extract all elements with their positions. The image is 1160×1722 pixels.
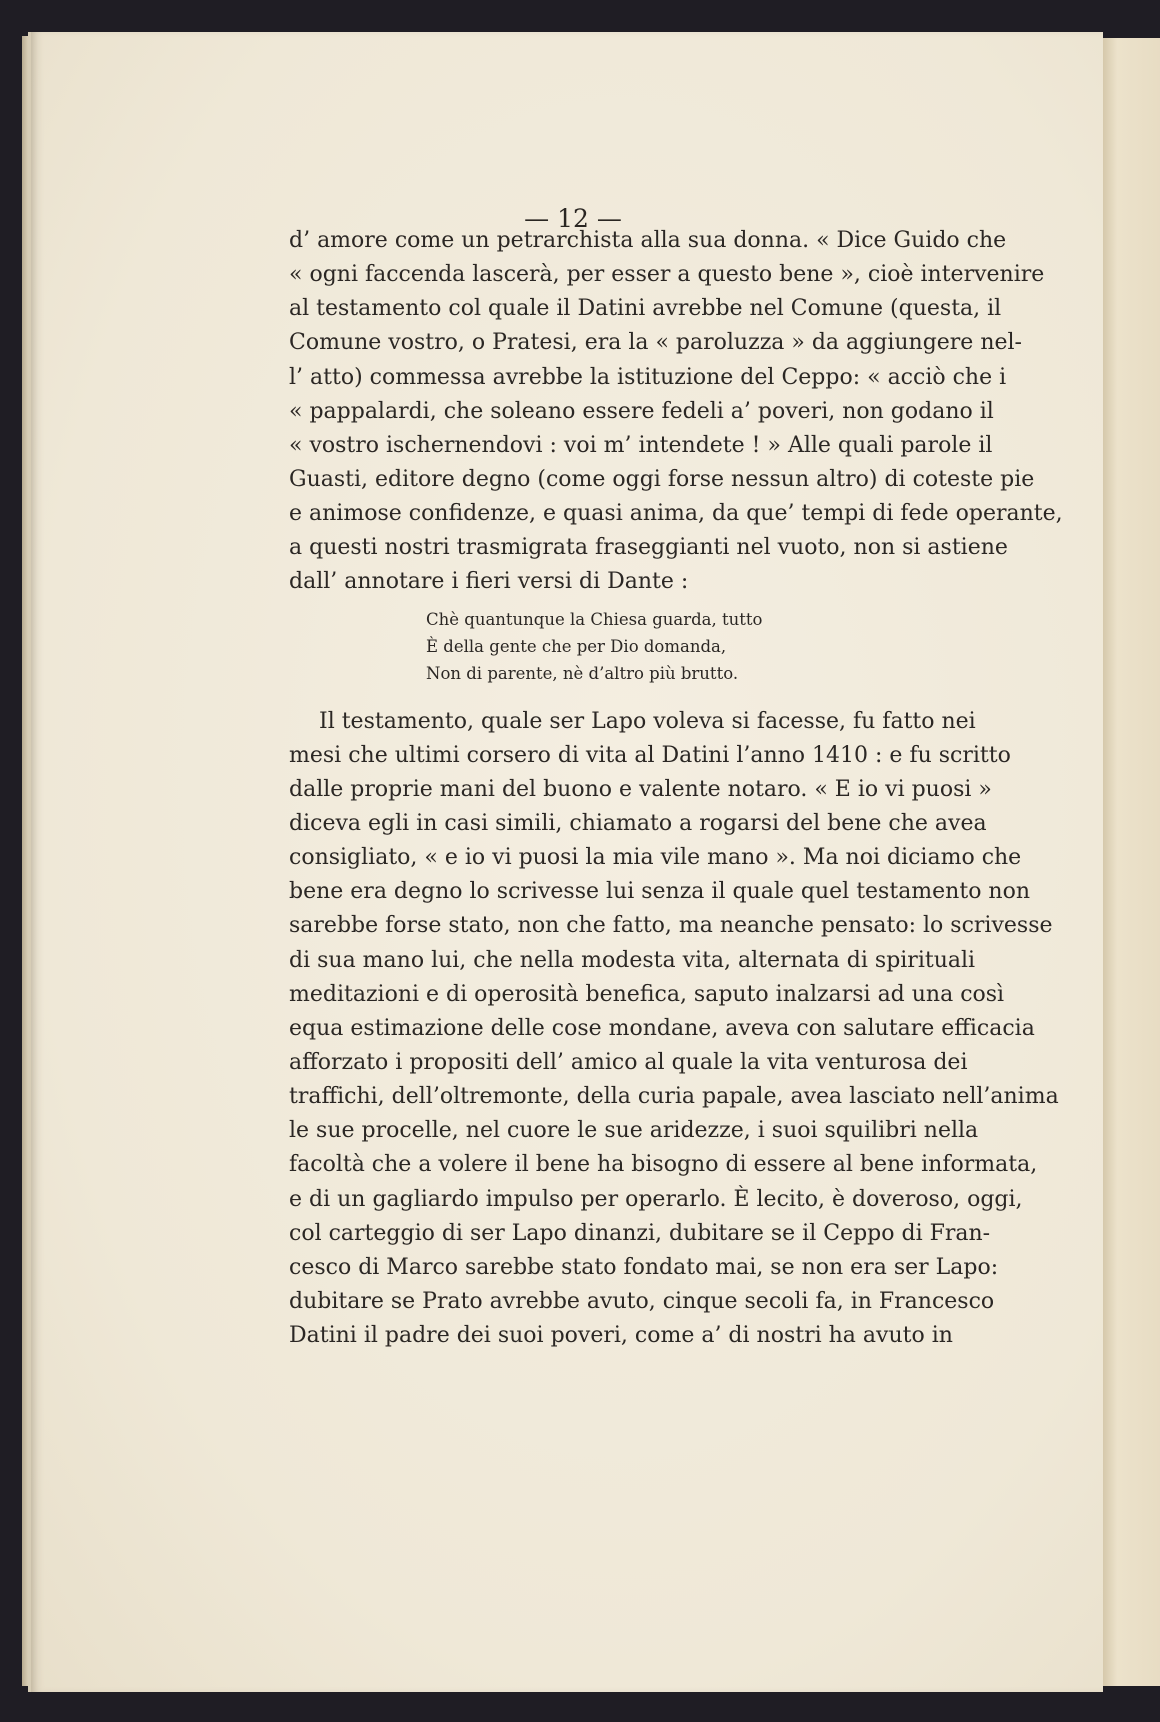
text-line: consigliato, « e io vi puosi la mia vile mano ». Ma noi diciamo che [289,845,1022,871]
text-line: dall’ annotare i fieri versi di Dante : [289,569,689,595]
paragraph-1 [289,224,1063,600]
text-line: traffichi, dell’oltremonte, della curia papale, avea lasciato nell’anima [289,1084,1059,1110]
text-line: cesco di Marco sarebbe stato fondato mai, se non era ser Lapo: [289,1254,999,1280]
text-line: col carteggio di ser Lapo dinanzi, dubitare se il Ceppo di Fran- [289,1220,991,1246]
verse-line: Chè quantunque la Chiesa guarda, tutto [426,609,763,629]
next-page-edge [1096,38,1160,1686]
paragraph-2 [289,705,1059,1354]
page-number: — 12 — [524,204,622,233]
text-line: e animose confidenze, e quasi anima, da que’ tempi di fede operante, [289,501,1063,527]
text-line: a questi nostri trasmigrata fraseggianti nel vuoto, non si astiene [289,535,1008,561]
verse-line: Non di parente, nè d’altro più brutto. [426,663,739,683]
verse-quotation [426,606,913,687]
text-line: Guasti, editore degno (come oggi forse nessun altro) di coteste pie [289,466,1035,492]
text-line: equa estimazione delle cose mondane, aveva con salutare efficacia [289,1015,1035,1041]
text-line: di sua mano lui, che nella modesta vita, alternata di spirituali [289,947,976,973]
text-line: facoltà che a volere il bene ha bisogno di essere al bene informata, [289,1152,1038,1178]
text-line: Datini il padre dei suoi poveri, come a’ di nostri ha avuto in [289,1323,953,1349]
text-line: « vostro ischernendovi : voi m’ intendete ! » Alle quali parole il [289,432,993,458]
text-line: bene era degno lo scrivesse lui senza il quale quel testamento non [289,879,1031,905]
verse-line: È della gente che per Dio domanda, [426,636,727,656]
text-line: meditazioni e di operosità benefica, saputo inalzarsi ad una così [289,981,1005,1007]
text-line: mesi che ultimi corsero di vita al Datini l’anno 1410 : e fu scritto [289,742,1011,768]
text-line: le sue procelle, nel cuore le sue aridezze, i suoi squilibri nella [289,1118,979,1144]
text-line: l’ atto) commessa avrebbe la istituzione del Ceppo: « acciò che i [289,364,1007,390]
text-line: sarebbe forse stato, non che fatto, ma neanche pensato: lo scrivesse [289,913,1053,939]
text-line: dubitare se Prato avrebbe avuto, cinque secoli fa, in Francesco [289,1288,995,1314]
text-line: « ogni faccenda lascerà, per esser a questo bene », cioè intervenire [289,262,1045,288]
text-line: diceva egli in casi simili, chiamato a rogarsi del bene che avea [289,810,987,836]
body-text [289,224,1063,1353]
text-line: dalle proprie mani del buono e valente notaro. « E io vi puosi » [289,776,992,802]
text-line: Il testamento, quale ser Lapo voleva si facesse, fu fatto nei [319,708,976,734]
text-line: « pappalardi, che soleano essere fedeli a’ poveri, non godano il [289,398,994,424]
text-line: Comune vostro, o Pratesi, era la « paroluzza » da aggiungere nel- [289,330,1022,356]
text-line: afforzato i propositi dell’ amico al quale la vita venturosa dei [289,1049,968,1075]
text-line: e di un gagliardo impulso per operarlo. È lecito, è doveroso, oggi, [289,1186,1023,1212]
text-line: al testamento col quale il Datini avrebbe nel Comune (questa, il [289,296,1002,322]
text-line: d’ amore come un petrarchista alla sua donna. « Dice Guido che [289,228,1007,253]
